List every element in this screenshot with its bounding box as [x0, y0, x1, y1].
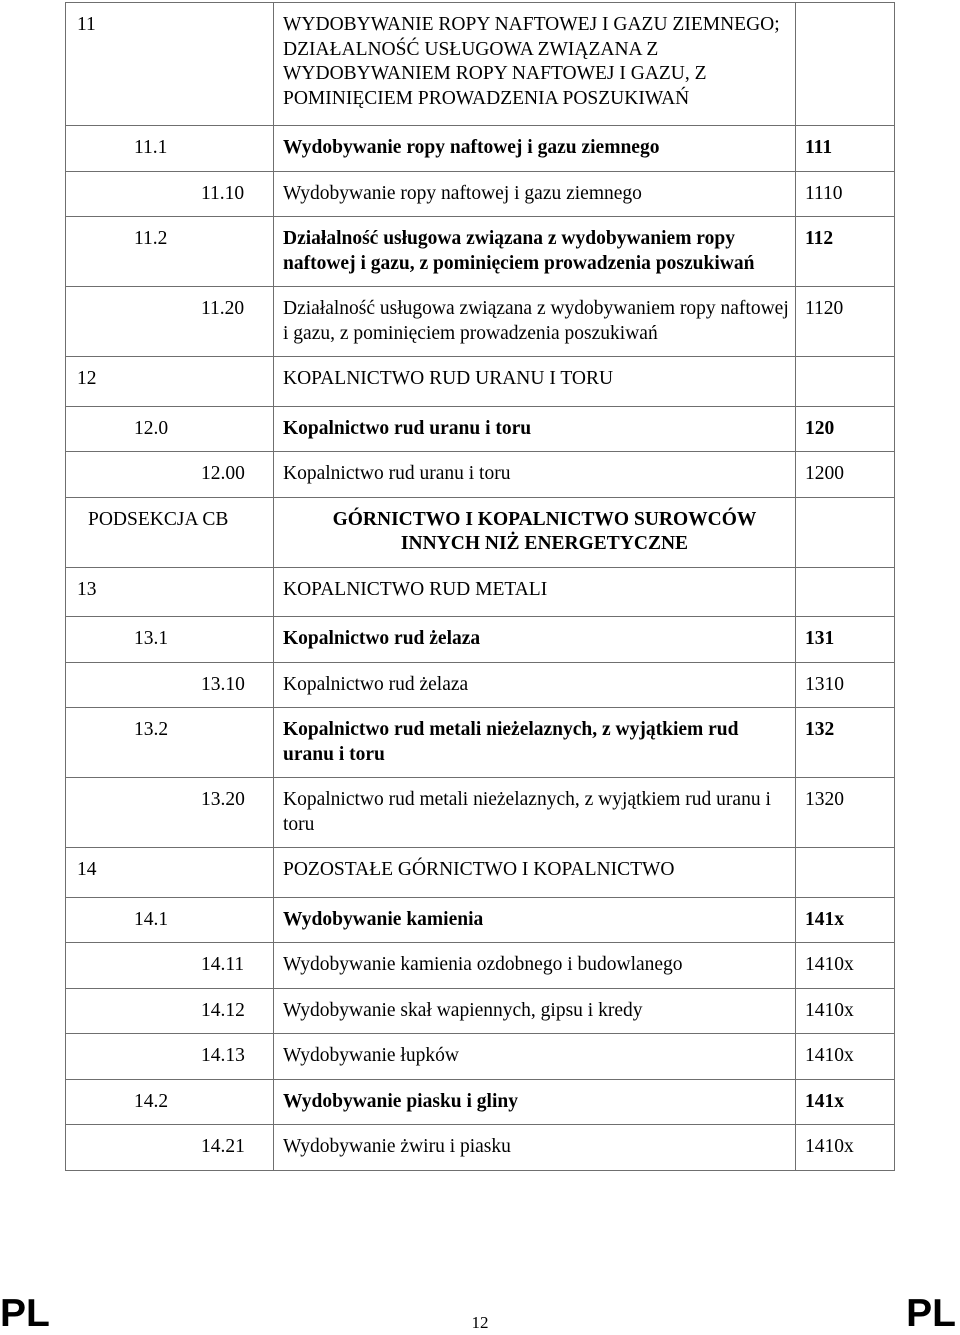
- row-number: 131: [796, 617, 895, 663]
- row-description: Wydobywanie kamienia: [274, 897, 796, 943]
- table-row: [66, 617, 895, 663]
- table-row: [66, 1079, 895, 1125]
- table-row: [66, 988, 895, 1034]
- footer-country-right: PL: [906, 1292, 956, 1335]
- row-code: 11.20: [66, 287, 274, 357]
- row-number: [796, 567, 895, 617]
- row-code: 14.21: [66, 1125, 274, 1171]
- row-code: 14.12: [66, 988, 274, 1034]
- row-number: 1410x: [796, 988, 895, 1034]
- row-description: Wydobywanie kamienia ozdobnego i budowlanego: [274, 943, 796, 989]
- row-number: 111: [796, 126, 895, 172]
- row-description: Kopalnictwo rud żelaza: [274, 662, 796, 708]
- row-code: 14.2: [66, 1079, 274, 1125]
- table-row: [66, 3, 895, 126]
- table-row: [66, 357, 895, 407]
- row-description: Kopalnictwo rud żelaza: [274, 617, 796, 663]
- table-row: [66, 1125, 895, 1171]
- row-number: [796, 3, 895, 126]
- row-code: 13.10: [66, 662, 274, 708]
- table-row: [66, 126, 895, 172]
- row-number: 1410x: [796, 1034, 895, 1080]
- table-row: [66, 567, 895, 617]
- row-description: Działalność usługowa związana z wydobywaniem ropy naftowej i gazu, z pominięciem prowadzenia poszukiwań: [274, 217, 796, 287]
- row-number: 1410x: [796, 943, 895, 989]
- row-code: 12: [66, 357, 274, 407]
- row-description: POZOSTAŁE GÓRNICTWO I KOPALNICTWO: [274, 848, 796, 898]
- page-number: 12: [471, 1313, 489, 1332]
- row-description: Kopalnictwo rud uranu i toru: [274, 406, 796, 452]
- table-row: [66, 287, 895, 357]
- table-row: [66, 171, 895, 217]
- row-number: 1410x: [796, 1125, 895, 1171]
- table-row: [66, 217, 895, 287]
- row-description: Kopalnictwo rud uranu i toru: [274, 452, 796, 498]
- row-code: 12.0: [66, 406, 274, 452]
- row-code: 13.2: [66, 708, 274, 778]
- table-row: [66, 406, 895, 452]
- row-number: [796, 848, 895, 898]
- row-code: 14: [66, 848, 274, 898]
- row-code: 11.2: [66, 217, 274, 287]
- row-code: 11.10: [66, 171, 274, 217]
- footer-country-left: PL: [0, 1292, 50, 1335]
- table-row: [66, 662, 895, 708]
- row-number: 1310: [796, 662, 895, 708]
- row-description: Wydobywanie skał wapiennych, gipsu i kredy: [274, 988, 796, 1034]
- table-row: [66, 778, 895, 848]
- row-description: Wydobywanie piasku i gliny: [274, 1079, 796, 1125]
- row-description: Wydobywanie łupków: [274, 1034, 796, 1080]
- table-row: [66, 452, 895, 498]
- row-code: 14.11: [66, 943, 274, 989]
- row-code: 13: [66, 567, 274, 617]
- row-number: 112: [796, 217, 895, 287]
- row-code: 13.1: [66, 617, 274, 663]
- row-description: Wydobywanie ropy naftowej i gazu ziemnego: [274, 171, 796, 217]
- row-description: GÓRNICTWO I KOPALNICTWO SUROWCÓW INNYCH NIŻ ENERGETYCZNE: [274, 497, 796, 567]
- row-number: 1320: [796, 778, 895, 848]
- row-number: 1110: [796, 171, 895, 217]
- row-number: 1120: [796, 287, 895, 357]
- row-description: Kopalnictwo rud metali nieżelaznych, z wyjątkiem rud uranu i toru: [274, 708, 796, 778]
- row-description: Kopalnictwo rud metali nieżelaznych, z wyjątkiem rud uranu i toru: [274, 778, 796, 848]
- row-code: 11: [66, 3, 274, 126]
- row-number: [796, 497, 895, 567]
- row-code: PODSEKCJA CB: [66, 497, 274, 567]
- row-number: [796, 357, 895, 407]
- row-number: 120: [796, 406, 895, 452]
- row-code: 14.13: [66, 1034, 274, 1080]
- row-description: KOPALNICTWO RUD METALI: [274, 567, 796, 617]
- classification-table: [65, 2, 895, 1171]
- table-row: [66, 848, 895, 898]
- row-number: 141x: [796, 1079, 895, 1125]
- row-code: 12.00: [66, 452, 274, 498]
- row-description: Wydobywanie żwiru i piasku: [274, 1125, 796, 1171]
- row-code: 13.20: [66, 778, 274, 848]
- row-description: WYDOBYWANIE ROPY NAFTOWEJ I GAZU ZIEMNEGO; DZIAŁALNOŚĆ USŁUGOWA ZWIĄZANA Z WYDOBYWANIEM ROPY NAFTOWEJ I GAZU, Z POMINIĘCIEM PROWADZENIA POSZUKIWAŃ: [274, 3, 796, 126]
- row-number: 1200: [796, 452, 895, 498]
- table-row: [66, 897, 895, 943]
- row-code: 11.1: [66, 126, 274, 172]
- table-row: [66, 708, 895, 778]
- row-description: Wydobywanie ropy naftowej i gazu ziemnego: [274, 126, 796, 172]
- row-number: 132: [796, 708, 895, 778]
- table-row: [66, 943, 895, 989]
- row-description: Działalność usługowa związana z wydobywaniem ropy naftowej i gazu, z pominięciem prowadzenia poszukiwań: [274, 287, 796, 357]
- subsection-row: [66, 497, 895, 567]
- row-description: KOPALNICTWO RUD URANU I TORU: [274, 357, 796, 407]
- row-number: 141x: [796, 897, 895, 943]
- row-code: 14.1: [66, 897, 274, 943]
- table-row: [66, 1034, 895, 1080]
